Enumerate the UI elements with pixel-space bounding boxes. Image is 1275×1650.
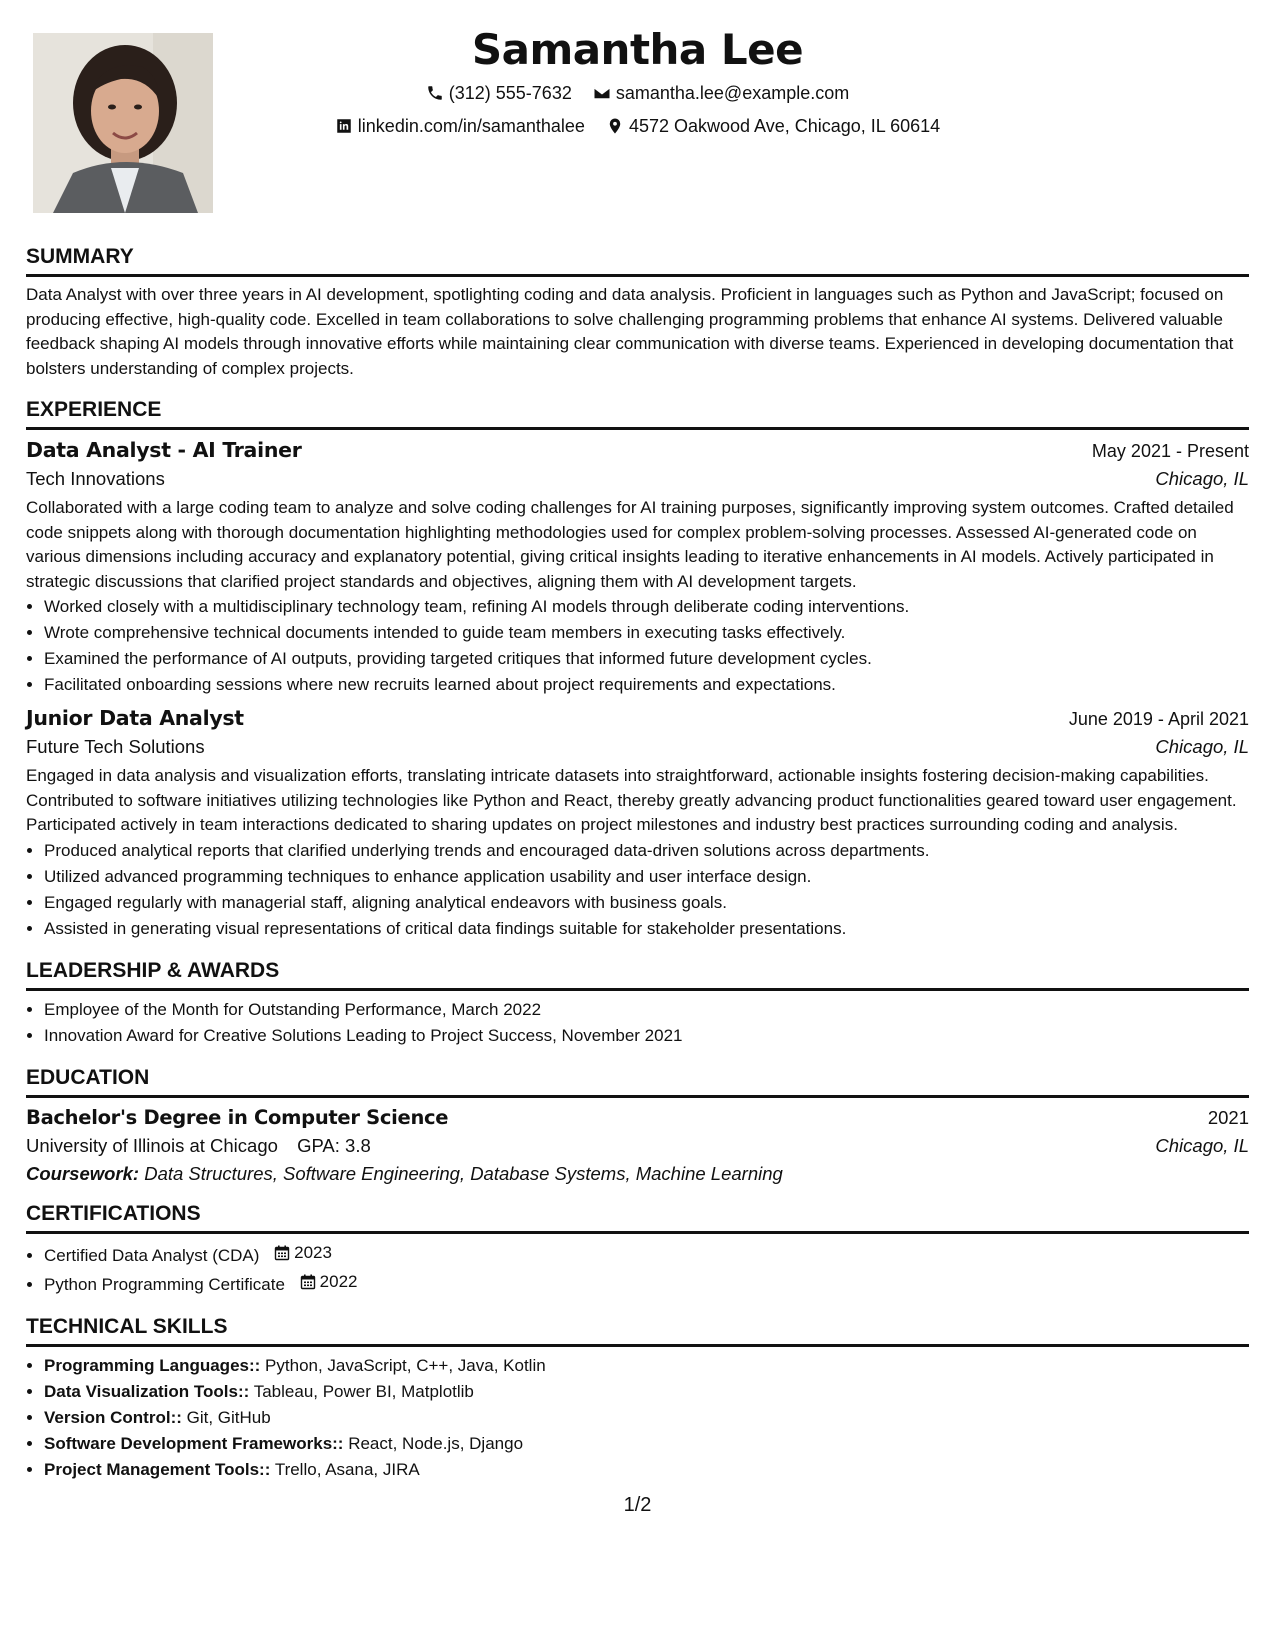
calendar-icon [300,1274,316,1290]
section-title-skills: TECHNICAL SKILLS [26,1314,1249,1347]
job-title: Data Analyst - AI Trainer [26,438,302,462]
list-item: • Examined the performance of AI outputs, providing targeted critiques that informed future development cycles. [44,646,1249,672]
education-section [26,1065,1249,1185]
graduation-year: 2021 [1207,1106,1249,1128]
certifications-list [26,1240,1249,1298]
job-description: Collaborated with a large coding team to analyze and solve coding challenges for AI training purposes, significantly improving system outcomes. Crafted detailed code snippets along with thorough documentation highlighting methodologies used for complex problem-solving processes. Assessed AI-generated code on various dimensions including accuracy and explanatory potential, giving critical insights leading to iterative enhancements in AI models. Actively participated in strategic discussions that clarified project standards and objectives, aligning them with AI development targets. [26,498,1234,591]
skill-value: Tableau, Power BI, Matplotlib [253,1381,474,1401]
school-name: University of Illinois at Chicago [26,1134,278,1156]
contact-line-1 [250,78,1025,111]
degree-title: Bachelor's Degree in Computer Science [26,1105,449,1129]
job-entry [26,706,1249,942]
list-item [44,1269,1249,1298]
summary-text: Data Analyst with over three years in AI development, spotlighting coding and data analysis. Proficient in languages such as Python and JavaScript; focused on producing effective, high-quality code. Excelled in team collaborations to solve challenging programming problems that enhance AI systems. Delivered valuable feedback shaping AI models through innovative efforts while maintaining clear communication with diverse teams. Experienced in developing documentation that bolsters understanding of complex projects. [26,285,1234,378]
candidate-name: Samantha Lee [471,25,804,74]
certifications-section [26,1201,1249,1298]
awards-section [26,958,1249,1049]
contact-line-2 [250,111,1025,144]
contact-phone [426,78,572,108]
cert-name: Python Programming Certificate [44,1274,285,1294]
awards-list [26,997,1249,1049]
job-company: Tech Innovations [26,468,165,489]
skill-label: Programming Languages:: [44,1355,261,1375]
coursework-list: Data Structures, Software Engineering, Database Systems, Machine Learning [144,1162,783,1184]
cert-year: 2022 [319,1271,358,1291]
contact-email[interactable] [593,78,849,108]
skill-label: Software Development Frameworks:: [44,1433,344,1453]
list-item: • Engaged regularly with managerial staff, aligning analytical endeavors with business goals. [44,890,1249,916]
calendar-icon [274,1245,290,1261]
linkedin-icon [335,117,353,135]
list-item [44,1353,1249,1379]
map-pin-icon [606,117,624,135]
page-number: 1/2 [623,1494,652,1516]
section-title-experience: EXPERIENCE [26,397,1249,430]
gpa: GPA: 3.8 [297,1134,371,1156]
list-item: • Worked closely with a multidisciplinary technology team, refining AI models through deliberate coding interventions. [44,594,1249,620]
list-item: • Wrote comprehensive technical documents intended to guide team members in executing tasks effectively. [44,620,1249,646]
skill-value: Trello, Asana, JIRA [274,1459,420,1479]
list-item [44,1457,1249,1483]
skills-list [26,1353,1249,1483]
skill-value: React, Node.js, Django [348,1433,524,1453]
job-dates: June 2019 - April 2021 [1068,709,1249,729]
skills-section [26,1314,1249,1483]
resume-header [250,22,1025,144]
resume-body [26,244,1249,1483]
job-title: Junior Data Analyst [26,706,244,730]
section-title-certifications: CERTIFICATIONS [26,1201,1249,1234]
section-title-education: EDUCATION [26,1065,1249,1098]
contact-linkedin[interactable] [335,111,585,141]
list-item: • Utilized advanced programming techniques to enhance application usability and user interface design. [44,864,1249,890]
phone-icon [426,84,444,102]
section-title-awards: LEADERSHIP & AWARDS [26,958,1249,991]
contact-address [606,111,940,141]
list-item: • Innovation Award for Creative Solutions Leading to Project Success, November 2021 [44,1023,1249,1049]
coursework [26,1163,1249,1185]
job-description: Engaged in data analysis and visualization efforts, translating intricate datasets into straightforward, actionable insights fostering decision-making capabilities. Contributed to software initiatives utilizing technologies like Python and React, thereby greatly advancing product functionalities geared toward user engagement. Participated actively in team interactions dedicated to sharing updates on project milestones and industry best practices surrounding coding and analysis. [26,766,1237,834]
job-dates: May 2021 - Present [1091,441,1249,461]
skill-label: Version Control:: [44,1407,182,1427]
skill-value: Git, GitHub [186,1407,271,1427]
job-location: Chicago, IL [1155,468,1249,489]
cert-name: Certified Data Analyst (CDA) [44,1245,260,1265]
skill-label: Project Management Tools:: [44,1459,271,1479]
coursework-label: Coursework: [26,1162,140,1184]
profile-photo [33,33,213,213]
job-location: Chicago, IL [1155,736,1249,757]
list-item [44,1379,1249,1405]
cert-year: 2023 [294,1242,332,1262]
job-company: Future Tech Solutions [26,736,205,757]
job-bullets [26,838,1249,942]
address-text: 4572 Oakwood Ave, Chicago, IL 60614 [628,116,941,136]
envelope-icon [593,84,611,102]
summary-section [26,244,1249,381]
list-item: • Produced analytical reports that clarified underlying trends and encouraged data-driven solutions across departments. [44,838,1249,864]
list-item: • Assisted in generating visual representations of critical data findings suitable for stakeholder presentations. [44,916,1249,942]
job-bullets [26,594,1249,698]
list-item [44,1240,1249,1269]
list-item: • Facilitated onboarding sessions where new recruits learned about project requirements and expectations. [44,672,1249,698]
skill-value: Python, JavaScript, C++, Java, Kotlin [265,1355,546,1375]
skill-label: Data Visualization Tools:: [44,1381,250,1401]
profile-photo-image [33,33,213,213]
list-item: • Employee of the Month for Outstanding Performance, March 2022 [44,997,1249,1023]
email-link[interactable]: samantha.lee@example.com [615,83,850,103]
experience-section [26,397,1249,942]
job-entry [26,438,1249,698]
list-item [44,1405,1249,1431]
linkedin-link[interactable]: linkedin.com/in/samanthalee [357,116,585,136]
list-item [44,1431,1249,1457]
section-title-summary: SUMMARY [26,244,1249,277]
school-location: Chicago, IL [1155,1134,1249,1156]
phone-text: (312) 555-7632 [448,83,572,103]
